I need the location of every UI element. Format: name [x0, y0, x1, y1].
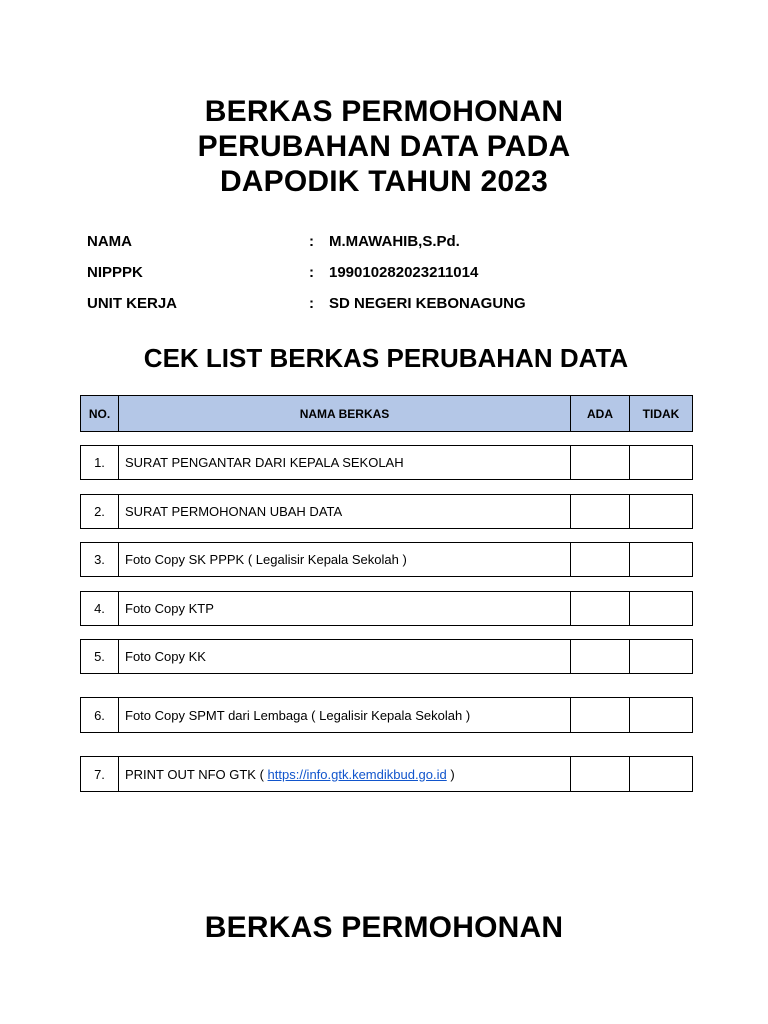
tidak-check-cell[interactable]: [630, 698, 692, 732]
unit-kerja-label: UNIT KERJA: [87, 295, 178, 312]
row-number: 4.: [81, 592, 119, 625]
row-document-name: SURAT PERMOHONAN UBAH DATA: [119, 495, 571, 528]
tidak-check-cell[interactable]: [630, 757, 692, 791]
nama-value: M.MAWAHIB,S.Pd.: [329, 233, 460, 250]
ada-check-cell[interactable]: [571, 446, 630, 479]
tidak-check-cell[interactable]: [630, 495, 692, 528]
row-document-name: Foto Copy KK: [119, 640, 571, 673]
tidak-check-cell[interactable]: [630, 543, 692, 576]
row-number: 6.: [81, 698, 119, 732]
table-header-row: [80, 395, 693, 432]
table-row: [80, 445, 693, 480]
title-line-2: PERUBAHAN DATA PADA: [197, 130, 571, 163]
next-page-title: BERKAS PERMOHONAN: [204, 911, 564, 944]
row-number: 2.: [81, 495, 119, 528]
row-document-name: SURAT PENGANTAR DARI KEPALA SEKOLAH: [119, 446, 571, 479]
row-document-name: Foto Copy SK PPPK ( Legalisir Kepala Sekolah ): [119, 543, 571, 576]
ada-check-cell[interactable]: [571, 495, 630, 528]
unit-kerja-colon: :: [309, 295, 314, 312]
unit-kerja-value: SD NEGERI KEBONAGUNG: [329, 295, 526, 312]
row-document-name: [119, 757, 571, 791]
header-nama-berkas: NAMA BERKAS: [119, 396, 571, 431]
table-row: [80, 639, 693, 674]
gtk-info-link[interactable]: https://info.gtk.kemdikbud.go.id: [267, 766, 447, 782]
row-document-name: Foto Copy KTP: [119, 592, 571, 625]
title-line-1: BERKAS PERMOHONAN: [204, 95, 564, 128]
nipppk-colon: :: [309, 264, 314, 281]
row-number: 5.: [81, 640, 119, 673]
ada-check-cell[interactable]: [571, 640, 630, 673]
table-row: [80, 756, 693, 792]
row-name-prefix: PRINT OUT NFO GTK (: [125, 766, 268, 782]
row-number: 3.: [81, 543, 119, 576]
ada-check-cell[interactable]: [571, 543, 630, 576]
table-row: [80, 697, 693, 733]
tidak-check-cell[interactable]: [630, 446, 692, 479]
tidak-check-cell[interactable]: [630, 592, 692, 625]
nipppk-label: NIPPPK: [87, 264, 143, 281]
tidak-check-cell[interactable]: [630, 640, 692, 673]
table-row: [80, 494, 693, 529]
table-row: [80, 542, 693, 577]
checklist-title: CEK LIST BERKAS PERUBAHAN DATA: [143, 343, 629, 373]
row-number: 1.: [81, 446, 119, 479]
header-tidak: TIDAK: [642, 406, 680, 421]
header-ada: ADA: [571, 396, 630, 431]
title-line-3: DAPODIK TAHUN 2023: [219, 165, 549, 198]
row-number: 7.: [81, 757, 119, 791]
ada-check-cell[interactable]: [571, 592, 630, 625]
nama-colon: :: [309, 233, 314, 250]
table-row: [80, 591, 693, 626]
header-no: NO.: [81, 396, 119, 431]
ada-check-cell[interactable]: [571, 757, 630, 791]
nipppk-value: 199010282023211014: [329, 264, 479, 281]
row-name-suffix: ): [446, 766, 455, 782]
document-title: [0, 94, 768, 199]
row-document-name: Foto Copy SPMT dari Lembaga ( Legalisir Kepala Sekolah ): [119, 698, 571, 732]
nama-label: NAMA: [87, 233, 132, 250]
ada-check-cell[interactable]: [571, 698, 630, 732]
